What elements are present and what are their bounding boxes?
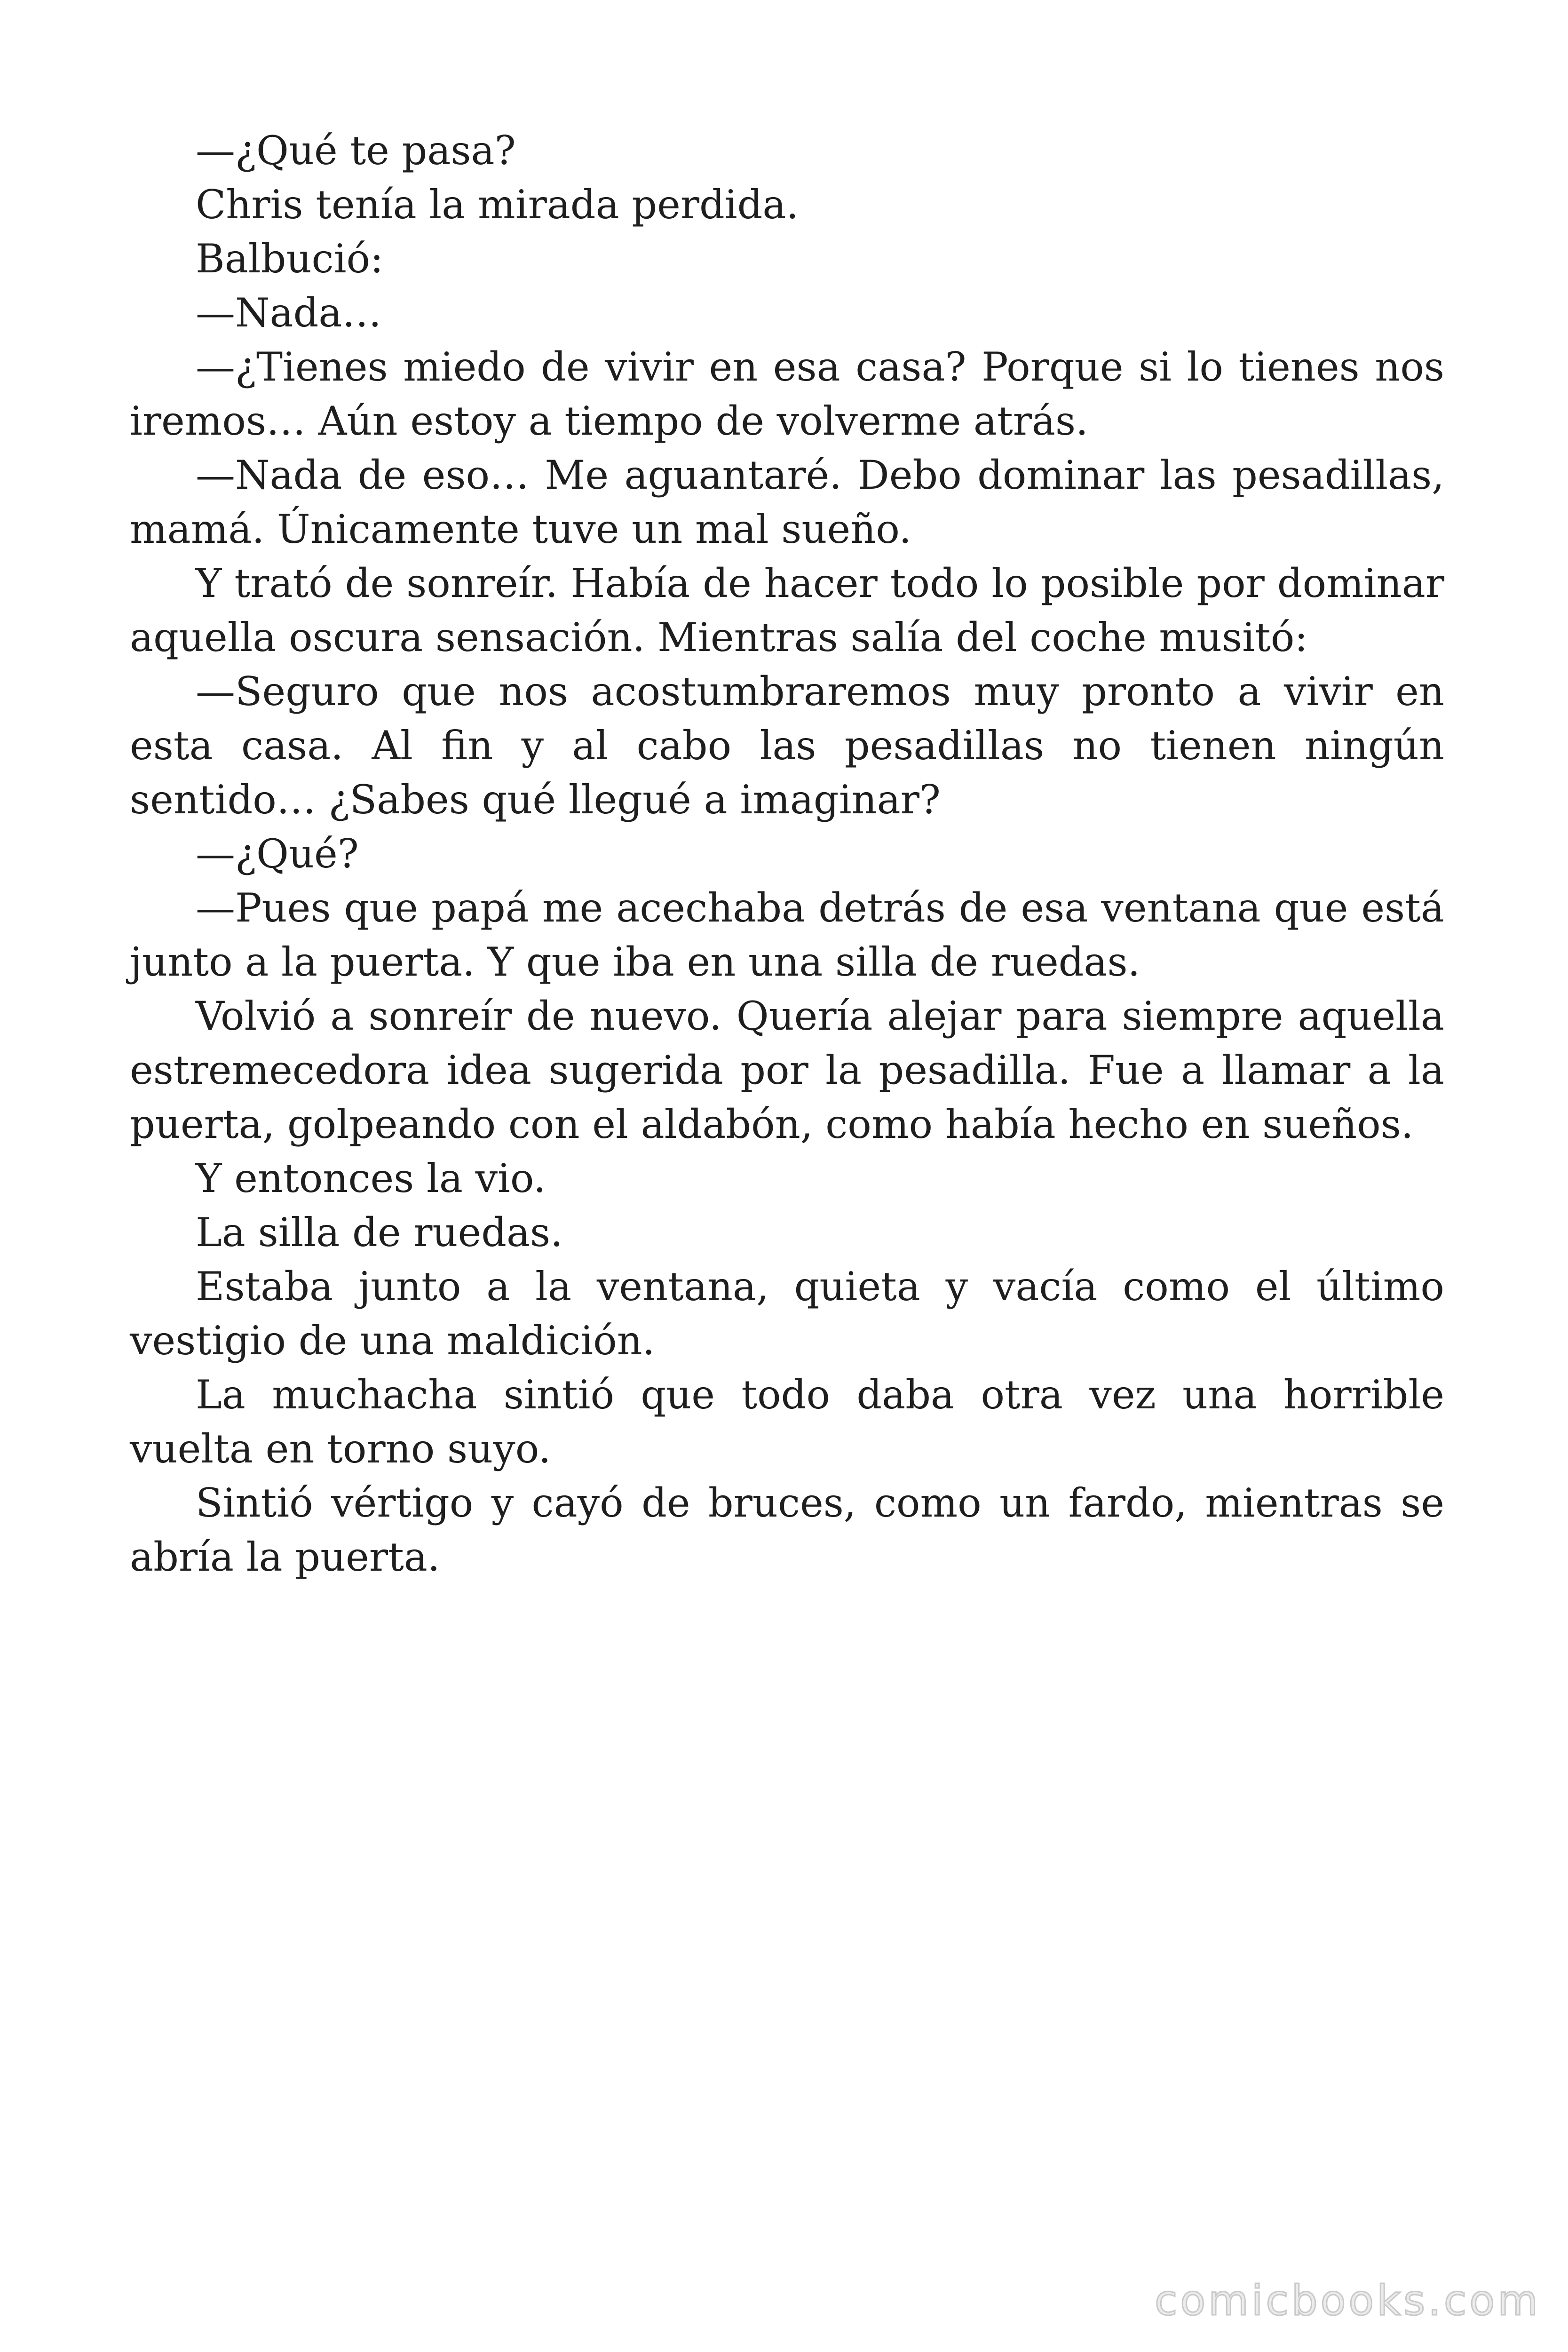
paragraph-6: —Nada de eso… Me aguantaré. Debo dominar las pesadillas, mamá. Únicamente tuve un mal sueño.	[130, 452, 1444, 552]
paragraph-7: Y trató de sonreír. Había de hacer todo lo posible por dominar aquella oscura sensación. Mientras salía del coche musitó:	[130, 560, 1444, 660]
paragraph-5: —¿Tienes miedo de vivir en esa casa? Porque si lo tienes nos iremos… Aún estoy a tiempo de volverme atrás.	[130, 344, 1444, 444]
paragraph-8: —Seguro que nos acostumbraremos muy pronto a vivir en esta casa. Al fin y al cabo las pesadillas no tienen ningún sentido… ¿Sabes qué llegué a imaginar?	[130, 668, 1444, 823]
paragraph-1: —¿Qué te pasa?	[196, 127, 516, 174]
paragraph-10: —Pues que papá me acechaba detrás de esa ventana que está junto a la puerta. Y que iba en una silla de ruedas.	[130, 885, 1444, 985]
paragraph-4: —Nada…	[196, 290, 382, 336]
paragraph-14: Estaba junto a la ventana, quieta y vacía como el último vestigio de una maldición.	[130, 1263, 1444, 1364]
paragraph-16: Sintió vértigo y cayó de bruces, como un fardo, mientras se abría la puerta.	[130, 1480, 1444, 1580]
paragraph-11: Volvió a sonreír de nuevo. Quería alejar para siempre aquella estremecedora idea sugerida por la pesadilla. Fue a llamar a la puerta, golpeando con el aldabón, como había hecho en sueños.	[130, 993, 1444, 1147]
paragraph-12: Y entonces la vio.	[196, 1155, 546, 1201]
paragraph-15: La muchacha sintió que todo daba otra vez una horrible vuelta en torno suyo.	[130, 1372, 1444, 1472]
paragraph-3: Balbució:	[196, 236, 384, 282]
watermark: comicbooks.com	[1154, 2276, 1541, 2325]
paragraph-9: —¿Qué?	[196, 831, 359, 877]
paragraph-2: Chris tenía la mirada perdida.	[196, 182, 799, 228]
paragraph-13: La silla de ruedas.	[196, 1209, 563, 1255]
body-text	[130, 124, 1444, 1584]
